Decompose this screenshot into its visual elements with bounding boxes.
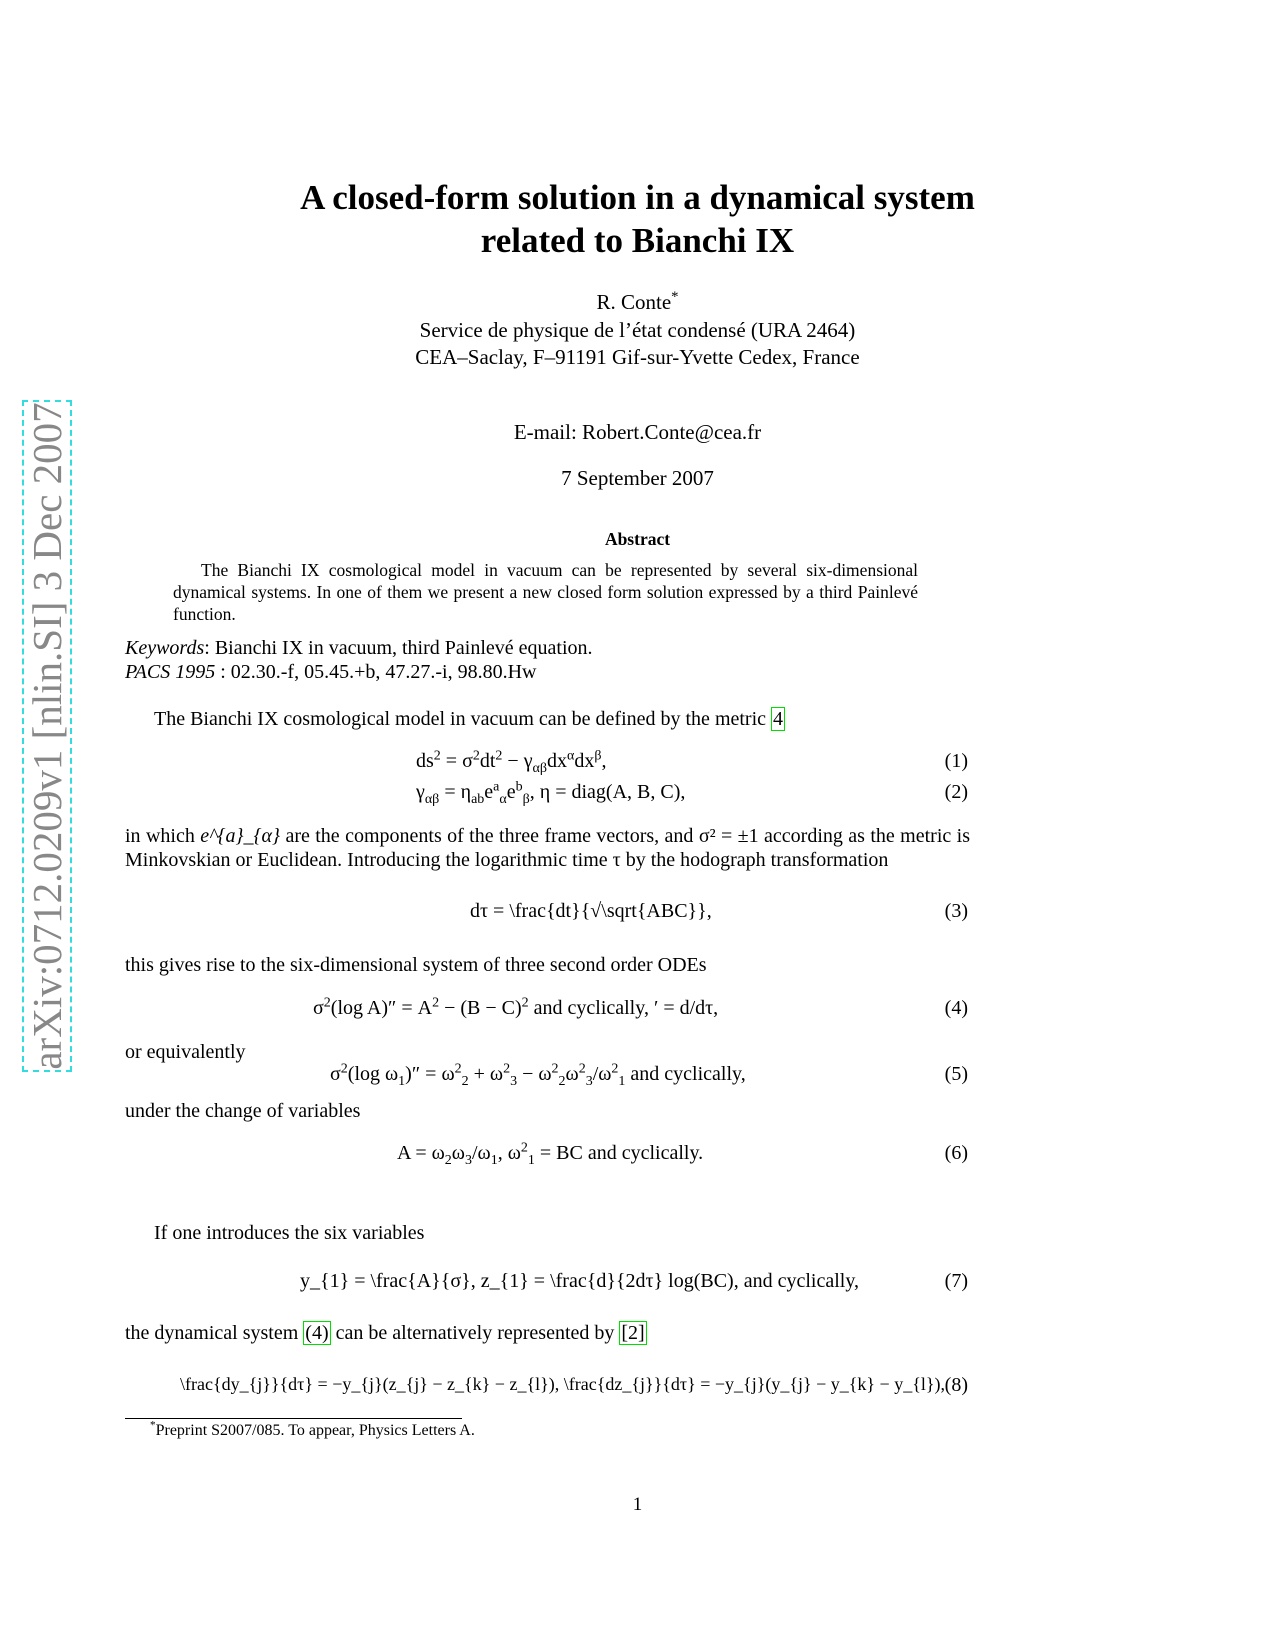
citation-link[interactable]: [2] [621, 1322, 645, 1344]
equation-3: dτ = \frac{dt}{√\sqrt{ABC}}, [470, 900, 712, 922]
equation-6: $A = \omega_2\omega_3/\omega_1$, $\omega^2_1$ = BC and cyclically. [397, 1140, 704, 1168]
paragraph-7: the dynamical system (4) can be alternatively represented by [2] [125, 1322, 645, 1344]
equation-number-8: (8) [944, 1374, 968, 1396]
paragraph-6: If one introduces the six variables [154, 1222, 425, 1244]
equation-number-2: (2) [944, 781, 968, 803]
equation-1: $ds^2 = \sigma^2dt^2 - \gamma_{\alpha\beta}dx^\alpha dx^\beta$, [416, 748, 607, 776]
paragraph-4: or equivalently [125, 1041, 246, 1063]
equation-number-3: (3) [944, 900, 968, 922]
keywords: Keywords: Bianchi IX in vacuum, third Painlevé equation. [125, 637, 593, 659]
paragraph-2: in which e^{a}_{α} are the components of the three frame vectors, and σ² = ±1 according as the metric is Minkovskian or Euclidean. Introducing the logarithmic time τ by the hodograph transformation [125, 825, 970, 871]
equation-number-6: (6) [944, 1142, 968, 1164]
affiliation-2: CEA–Saclay, F–91191 Gif-sur-Yvette Cedex, France [415, 345, 860, 369]
footnote-mark: * [671, 289, 679, 305]
equation-8: \frac{dy_{j}}{dτ} = −y_{j}(z_{j} − z_{k} − z_{l}), \frac{dz_{j}}{dτ} = −y_{j}(y_{j} − y_{k} − y_{l}), [180, 1374, 945, 1394]
equation-link[interactable]: (4) [305, 1322, 329, 1344]
paragraph-1: The Bianchi IX cosmological model in vacuum can be defined by the metric 4 [154, 708, 784, 730]
date: 7 September 2007 [561, 466, 714, 490]
pacs: PACS 1995 : 02.30.-f, 05.45.+b, 47.27.-i, 98.80.Hw [125, 661, 537, 683]
affiliation-1: Service de physique de l’état condensé (URA 2464) [419, 318, 856, 342]
footnote-rule [125, 1418, 462, 1419]
email: E-mail: Robert.Conte@cea.fr [513, 420, 762, 444]
equation-7: y_{1} = \frac{A}{σ}, z_{1} = \frac{d}{2dτ} log(BC), and cyclically, [300, 1270, 860, 1292]
title-line-1: A closed-form solution in a dynamical system [300, 178, 975, 217]
equation-number-1: (1) [944, 750, 968, 772]
equation-number-4: (4) [944, 997, 968, 1019]
arxiv-stamp: arXiv:0712.0209v1 [nlin.SI] 3 Dec 2007 [22, 400, 72, 1072]
title-line-2: related to Bianchi IX [480, 221, 795, 260]
frame-vector-symbol: e^{a}_{α} [200, 825, 281, 847]
paragraph-5: under the change of variables [125, 1100, 361, 1122]
equation-2: $\gamma_{\alpha\beta} = \eta_{ab}e^a_\alpha e^b_\beta$, η = diag(A, B, C), [416, 779, 686, 807]
citation-link[interactable]: 4 [773, 708, 784, 730]
author: R. Conte* [596, 289, 679, 314]
equation-5: $\sigma^2(\log$ $\omega_1)'' = \omega^2_2 + \omega^2_3 - \omega^2_2\omega^2_3/\omega^2_1$ and cyclically, [330, 1061, 746, 1089]
equation-number-5: (5) [944, 1063, 968, 1085]
equation-number-7: (7) [944, 1270, 968, 1292]
abstract-text: The Bianchi IX cosmological model in vacuum can be represented by several six-dimensional dynamical systems. In one of them we present a new closed form solution expressed by a third Painlevé function. [173, 560, 918, 624]
abstract-heading: Abstract [604, 529, 671, 549]
footnote: *Preprint S2007/085. To appear, Physics Letters A. [150, 1419, 475, 1439]
page-number: 1 [632, 1494, 643, 1515]
paragraph-3: this gives rise to the six-dimensional system of three second order ODEs [125, 954, 707, 976]
equation-4: $\sigma^2(\log$ $A)'' = A^2 - (B - C)^2$ and cyclically, ′ = d/dτ, [313, 995, 719, 1019]
